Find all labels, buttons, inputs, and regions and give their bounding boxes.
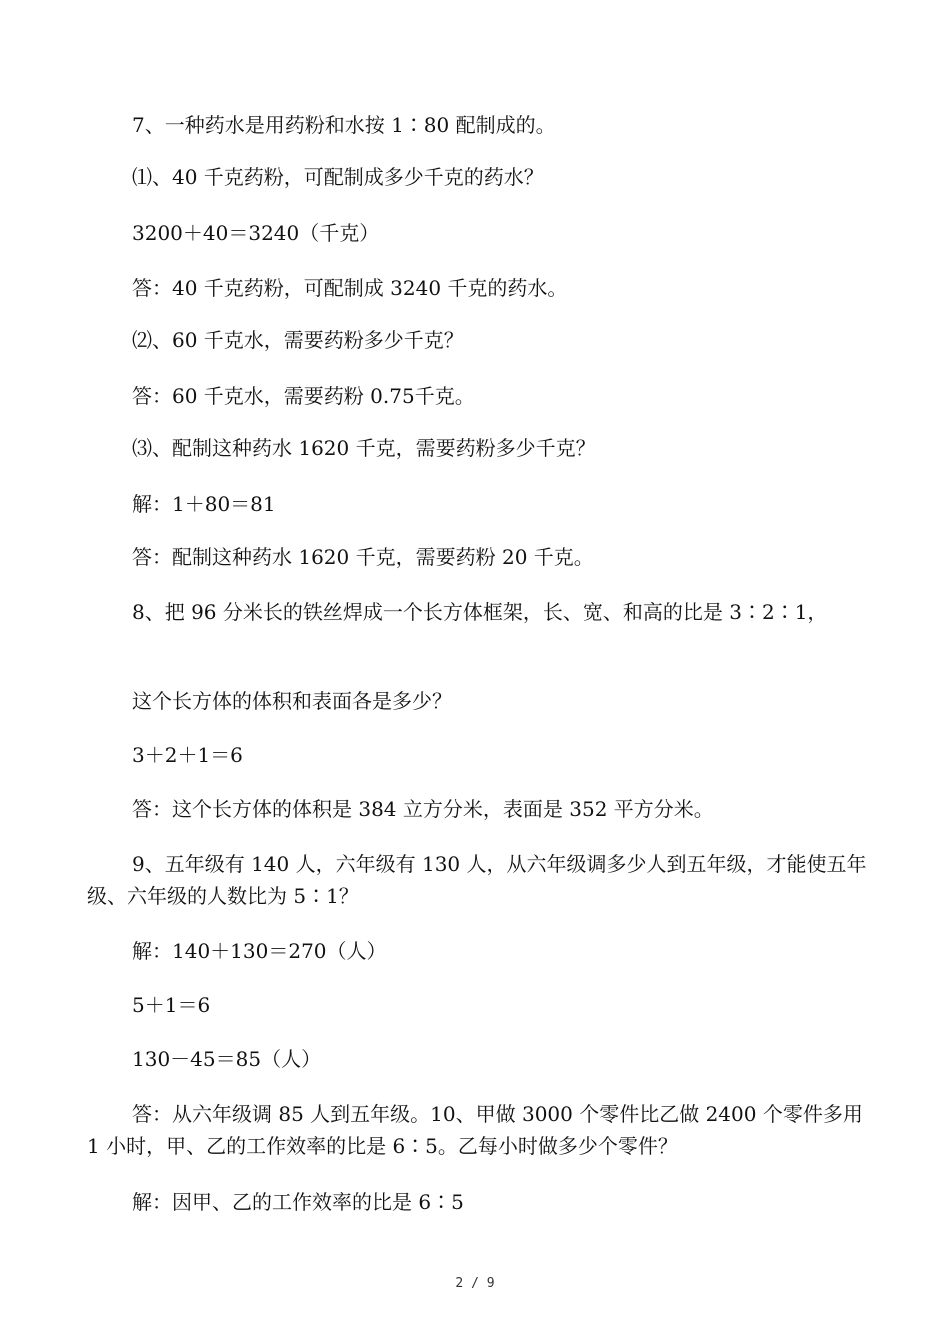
problem-7-part-2-answer: 答：60 千克水，需要药粉 0.75千克。 bbox=[132, 384, 475, 408]
problem-8-answer: 答：这个长方体的体积是 384 立方分米，表面是 352 平方分米。 bbox=[132, 797, 714, 821]
problem-9-solution-step-1: 解：140＋130＝270（人） bbox=[132, 939, 387, 963]
problem-7-part-3-solution: 解：1＋80＝81 bbox=[132, 492, 276, 516]
problem-9-statement: 9、五年级有 140 人，六年级有 130 人，从六年级调多少人到五年级，才能使五年级、六年级的人数比为 5∶1？ bbox=[87, 852, 867, 908]
problem-8-statement: 8、把 96 分米长的铁丝焊成一个长方体框架，长、宽、和高的比是 3∶2∶1， bbox=[132, 600, 828, 624]
problem-9-solution-step-2: 5＋1＝6 bbox=[132, 993, 211, 1017]
problem-7-part-1-answer: 答：40 千克药粉，可配制成 3240 千克的药水。 bbox=[132, 276, 568, 300]
problem-7-part-2-question: ⑵、60 千克水，需要药粉多少千克？ bbox=[132, 328, 464, 352]
problem-7-part-1-question: ⑴、40 千克药粉，可配制成多少千克的药水？ bbox=[132, 165, 544, 189]
problem-10-solution: 解：因甲、乙的工作效率的比是 6∶5 bbox=[132, 1190, 464, 1214]
problem-7-part-1-calculation: 3200＋40＝3240（千克） bbox=[132, 221, 380, 245]
problem-7-statement: 7、一种药水是用药粉和水按 1∶80 配制成的。 bbox=[132, 113, 556, 137]
page-number: 2 / 9 bbox=[455, 1276, 495, 1291]
problem-7-part-3-question: ⑶、配制这种药水 1620 千克，需要药粉多少千克？ bbox=[132, 436, 596, 460]
problem-9-answer-and-problem-10: 答：从六年级调 85 人到五年级。10、甲做 3000 个零件比乙做 2400 个零件多用 1 小时，甲、乙的工作效率的比是 6∶5。乙每小时做多少个零件？ bbox=[87, 1102, 863, 1158]
problem-8-calculation: 3＋2＋1＝6 bbox=[132, 743, 243, 767]
problem-7-part-3-answer: 答：配制这种药水 1620 千克，需要药粉 20 千克。 bbox=[132, 545, 594, 569]
problem-9-solution-step-3: 130－45＝85（人） bbox=[132, 1047, 322, 1071]
problem-8-question: 这个长方体的体积和表面各是多少？ bbox=[132, 689, 452, 713]
